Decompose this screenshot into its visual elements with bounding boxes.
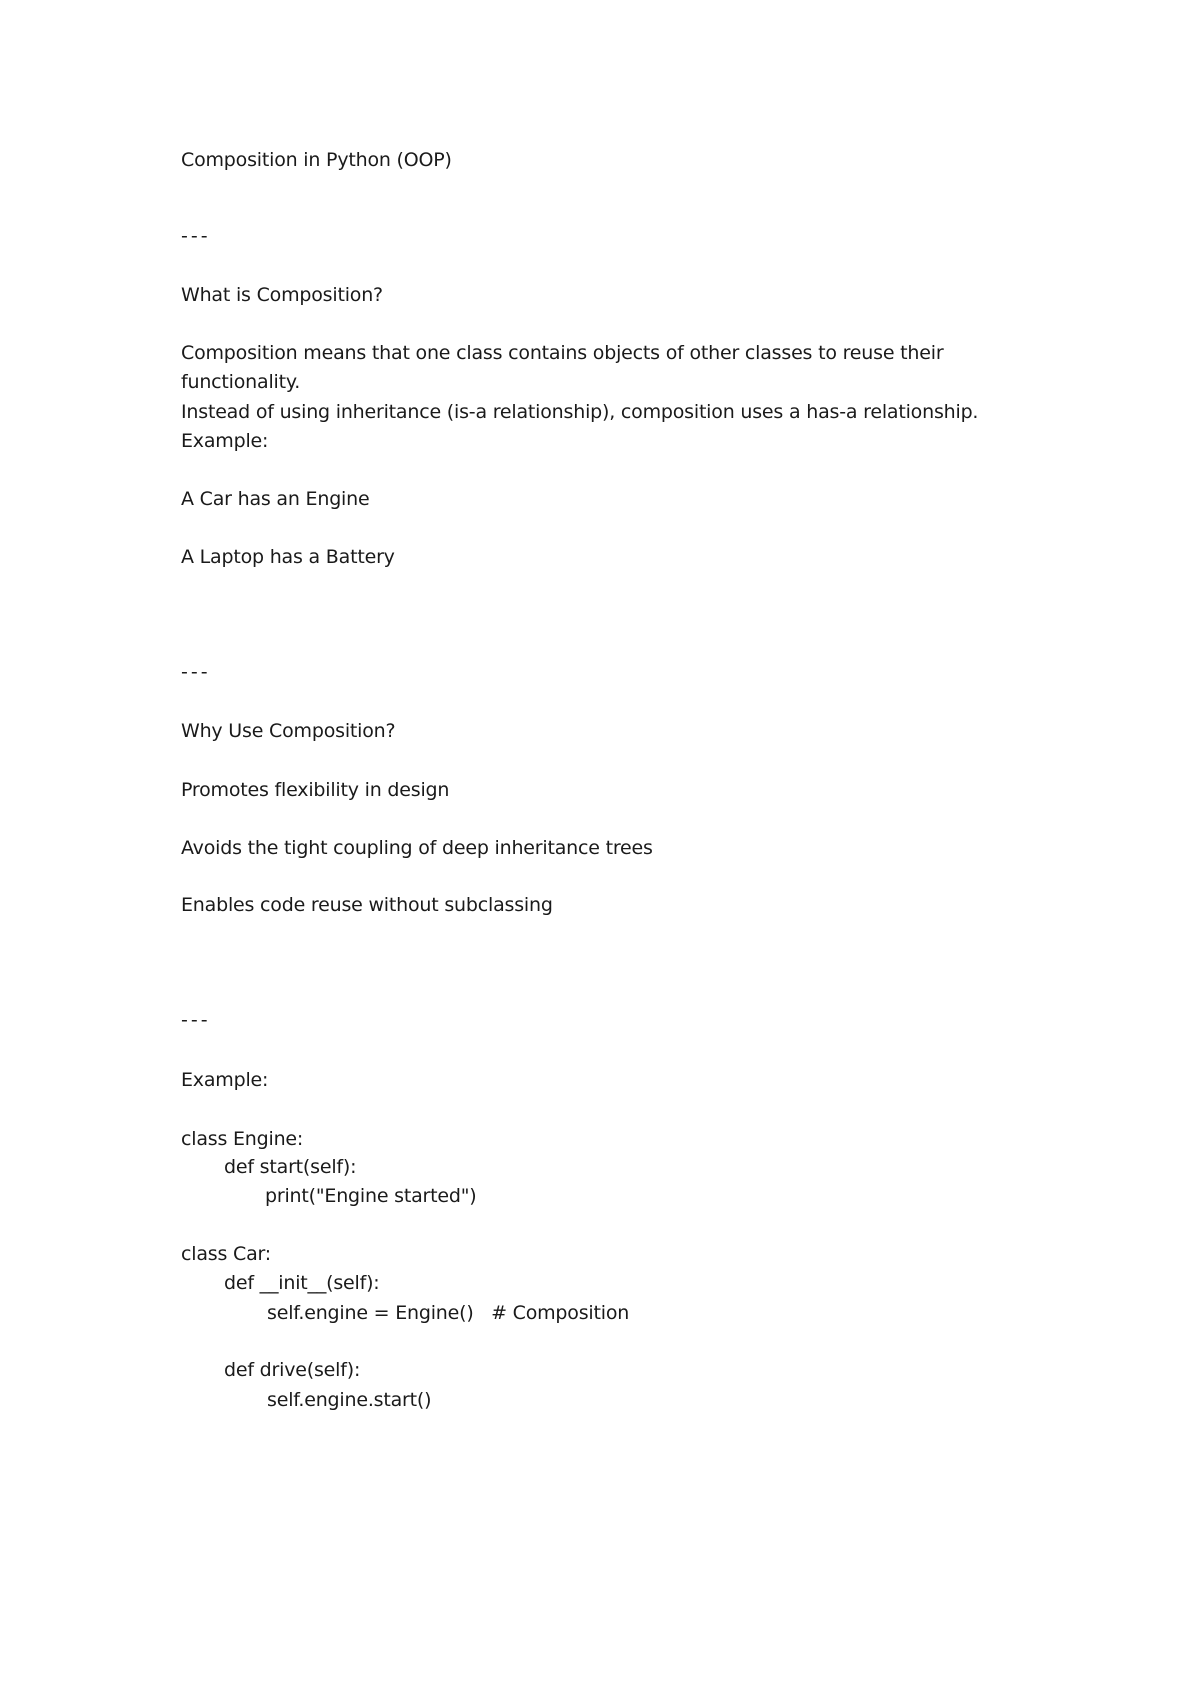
section-heading-why: Why Use Composition? [181, 720, 396, 742]
code-line: self.engine = Engine() # Composition [267, 1302, 630, 1324]
section-heading-what: What is Composition? [181, 284, 383, 306]
list-item: A Laptop has a Battery [181, 546, 395, 568]
code-line: class Car: [181, 1243, 271, 1265]
paragraph-definition [181, 338, 1021, 369]
paragraph-line: Composition means that one class contains objects of other classes to reuse their [181, 342, 944, 364]
list-item: Enables code reuse without subclassing [181, 894, 553, 916]
section-separator: --- [181, 225, 211, 247]
section-separator: --- [181, 1009, 211, 1031]
section-heading-example: Example: [181, 1069, 269, 1091]
document-title: Composition in Python (OOP) [181, 149, 452, 171]
list-item: Avoids the tight coupling of deep inheritance trees [181, 837, 653, 859]
code-line: print("Engine started") [265, 1185, 477, 1207]
example-label: Example: [181, 430, 269, 452]
code-line: def start(self): [224, 1156, 357, 1178]
code-line: class Engine: [181, 1128, 304, 1150]
code-line: def __init__(self): [224, 1272, 380, 1294]
list-item: Promotes flexibility in design [181, 779, 450, 801]
section-separator: --- [181, 661, 211, 683]
code-line: self.engine.start() [267, 1389, 432, 1411]
paragraph-line: Instead of using inheritance (is-a relationship), composition uses a has-a relationship. [181, 401, 979, 423]
code-line: def drive(self): [224, 1359, 361, 1381]
paragraph-line: functionality. [181, 371, 301, 393]
list-item: A Car has an Engine [181, 488, 370, 510]
